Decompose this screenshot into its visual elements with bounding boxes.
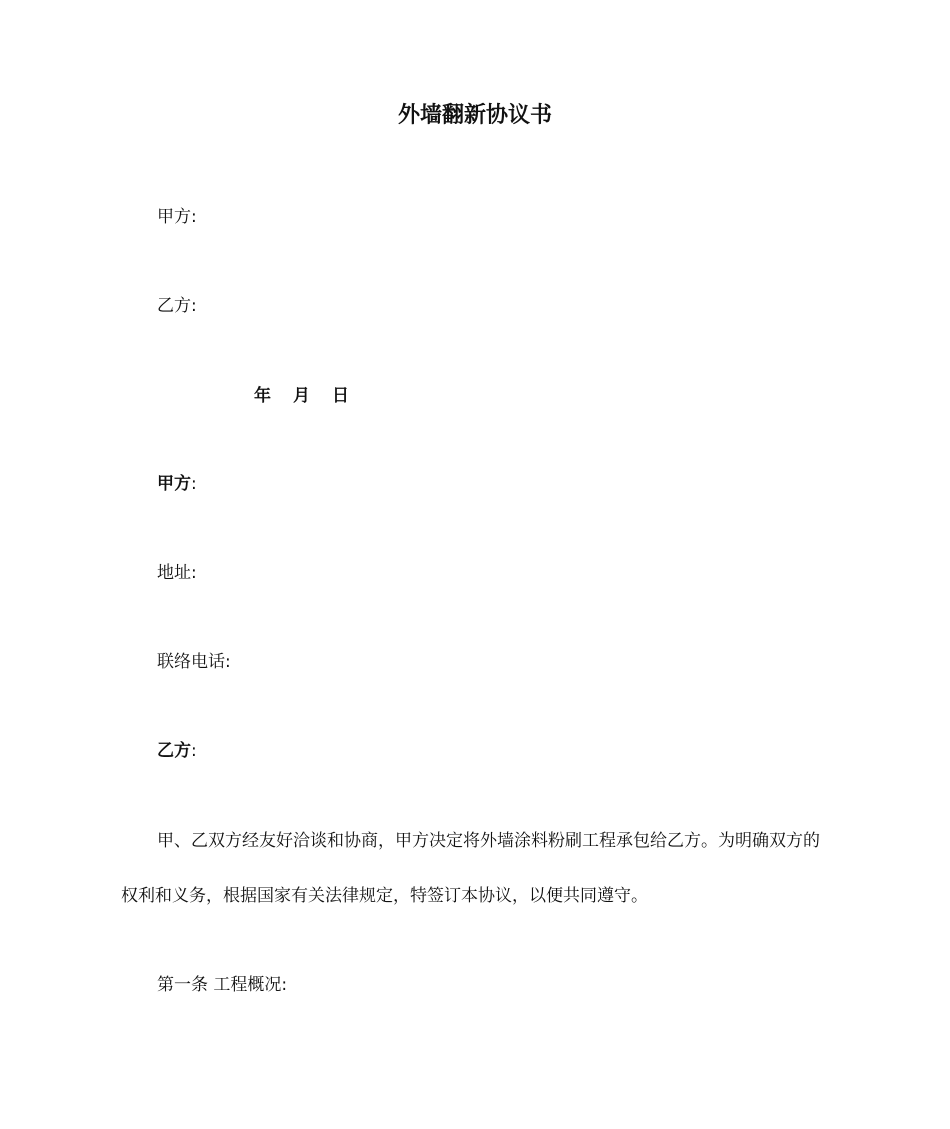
phone-label: 联络电话: (157, 652, 231, 672)
details-party-a (157, 472, 197, 496)
cover-party-b-label: 乙方: (157, 296, 197, 316)
details-party-b-label: 乙方 (157, 741, 191, 761)
details-party-b (157, 739, 197, 763)
details-party-b-colon: : (191, 741, 197, 761)
date-line (254, 384, 349, 408)
article-1-heading: 第一条 工程概况: (157, 975, 288, 995)
date-day: 日 (332, 386, 349, 406)
document-title: 外墙翻新协议书 (397, 103, 552, 128)
cover-party-a-label: 甲方: (157, 207, 197, 227)
details-party-a-label: 甲方 (157, 474, 191, 494)
details-party-a-colon: : (191, 474, 197, 494)
date-month: 月 (293, 386, 310, 406)
intro-paragraph: 甲、乙双方经友好洽谈和协商，甲方决定将外墙涂料粉刷工程承包给乙方。为明确双方的权利和义务，根据国家有关法律规定，特签订本协议，以便共同遵守。 (121, 831, 820, 906)
address-label: 地址: (157, 563, 197, 583)
date-year: 年 (254, 386, 271, 406)
